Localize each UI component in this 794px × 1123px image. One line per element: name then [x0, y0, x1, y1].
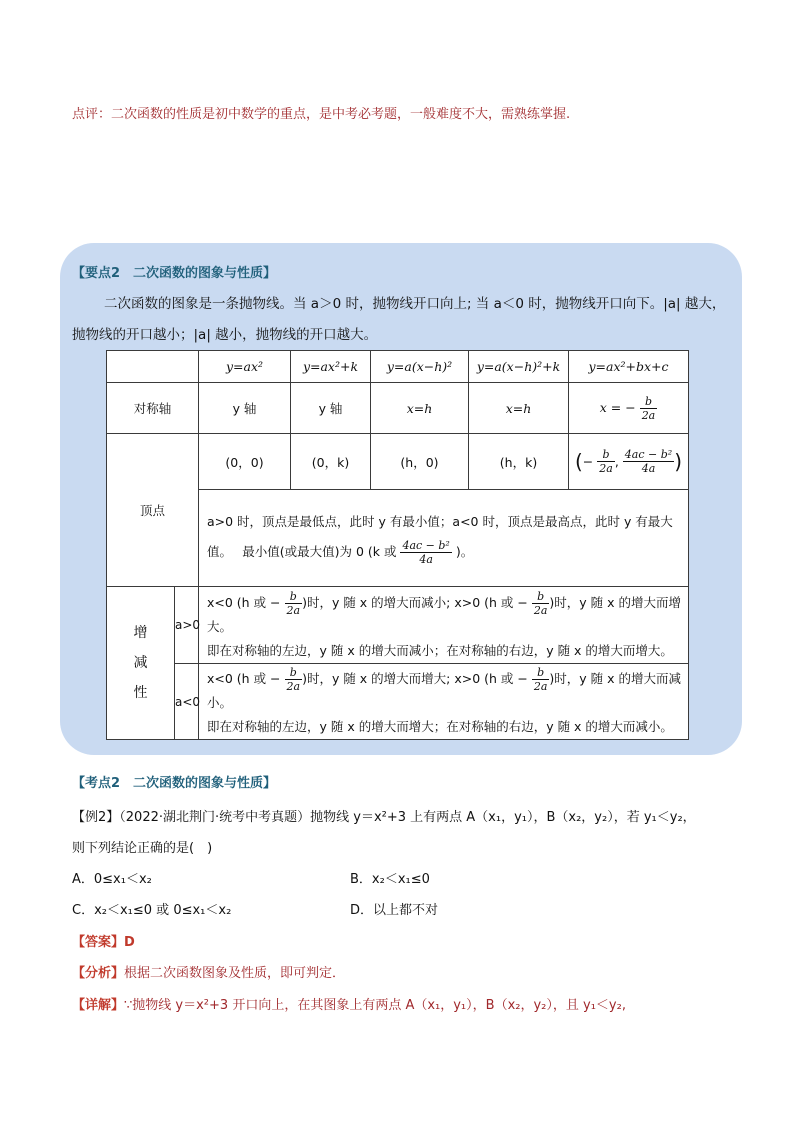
row-label: 对称轴 — [107, 383, 199, 434]
header-cell: y=ax² — [199, 351, 291, 383]
exam-point-title: 【考点2 二次函数的图象与性质】 — [72, 776, 277, 791]
vertex-note: a>0 时，顶点是最低点，此时 y 有最小值；a<0 时，顶点是最高点，此时 y 有最大 值。 最小值(或最大值)为 0 (k 或 $\frac{\text{4ac − b²}}{4a}$ )。 — [199, 490, 689, 587]
intro-line-2: 抛物线的开口越小；|a| 越小，抛物线的开口越大。 — [72, 327, 378, 343]
table-cell: x=h — [371, 383, 469, 434]
key-point-title: 【要点2 二次函数的图象与性质】 — [72, 266, 277, 281]
detail-text: ∵抛物线 y＝x²+3 开口向上，在其图象上有两点 A（x₁，y₁），B（x₂，y₂），且 y₁＜y₂, — [124, 998, 626, 1013]
table-cell: (0，0) — [199, 434, 291, 490]
example-question-line-1: 【例2】（2022·湖北荆门·统考中考真题）抛物线 y＝x²+3 上有两点 A（x₁，y₁），B（x₂，y₂），若 y₁＜y₂， — [72, 810, 696, 825]
row-label: 顶点 — [107, 434, 199, 587]
table-corner-cell — [107, 351, 199, 383]
table-cell: y 轴 — [199, 383, 291, 434]
intro-line-1: 二次函数的图象是一条抛物线。当 a＞0 时，抛物线开口向上; 当 a＜0 时，抛物线开口向下。|a| 越大， — [104, 296, 726, 312]
table-cell: (h，k) — [469, 434, 569, 490]
incdec-pos-text: x<0 (h 或 − $\frac{b}{2a}$ )时，y 随 x 的增大而减小; x>0 (h 或 − $\frac{b}{2a}$ )时，y 随 x 的增大而增大。 即在对称轴的左边，y 随 x 的增大而减小；在对称轴的右边，y 随 x 的增大而增大。 — [199, 587, 689, 664]
option-c: C．x₂＜x₁≤0 或 0≤x₁＜x₂ — [72, 903, 232, 918]
answer-tag: 【答案】 — [72, 935, 125, 950]
incdec-pos-row — [107, 587, 689, 664]
detail-tag: 【详解】 — [72, 998, 125, 1013]
detail-line — [72, 994, 626, 1013]
fraction: $\frac{\text{4ac − b²}}{4a}$ — [624, 448, 673, 475]
analysis-line — [72, 962, 345, 981]
fraction: $\frac{b}{2a}$ — [533, 589, 548, 617]
vertex-row — [107, 434, 689, 490]
incdec-neg-text: x<0 (h 或 − $\frac{b}{2a}$ )时，y 随 x 的增大而增大; x>0 (h 或 − $\frac{b}{2a}$ )时，y 随 x 的增大而减小。 即在对称轴的左边，y 随 x 的增大而增大；在对称轴的右边，y 随 x 的增大而减小。 — [199, 664, 689, 740]
fraction: $\frac{b}{2a}$ — [286, 589, 301, 617]
axis-formula-prefix: x = − — [599, 399, 636, 415]
table-cell — [569, 383, 689, 434]
incdec-label: 增 减 性 — [107, 587, 175, 740]
option-b: B．x₂＜x₁≤0 — [350, 872, 430, 887]
answer-value: D — [124, 935, 135, 950]
table-cell: y 轴 — [291, 383, 371, 434]
fraction: $\frac{b}{2a}$ — [533, 666, 548, 693]
option-a: A．0≤x₁＜x₂ — [72, 872, 152, 887]
example-question-line-2: 则下列结论正确的是( ) — [72, 841, 213, 856]
table-cell: x=h — [469, 383, 569, 434]
header-cell: y=ax²+bx+c — [569, 351, 689, 383]
table-cell: (− $\frac{b}{2a}$ , $\frac{\text{4ac − b²}}{4a}$ ) — [569, 434, 689, 490]
axis-row — [107, 383, 689, 434]
fraction: $\frac{b}{2a}$ — [641, 394, 656, 422]
table-cell: (h，0) — [371, 434, 469, 490]
option-d: D．以上都不对 — [350, 903, 439, 918]
header-cell: y=ax²+k — [291, 351, 371, 383]
properties-table — [106, 350, 689, 740]
answer-line — [72, 931, 135, 950]
fraction: $\frac{\text{4ac − b²}}{4a}$ — [402, 538, 450, 566]
header-cell: y=a(x−h)² — [371, 351, 469, 383]
header-cell: y=a(x−h)²+k — [469, 351, 569, 383]
table-cell: (0，k) — [291, 434, 371, 490]
comment-text: 点评：二次函数的性质是初中数学的重点，是中考必考题，一般难度不大，需熟练掌握. — [72, 107, 571, 122]
a-negative-label: a<0 — [175, 664, 199, 740]
a-positive-label: a>0 — [175, 587, 199, 664]
analysis-tag: 【分析】 — [72, 966, 125, 981]
fraction: $\frac{b}{2a}$ — [599, 448, 613, 475]
incdec-neg-row — [107, 664, 689, 740]
analysis-text: 根据二次函数图象及性质，即可判定． — [124, 966, 346, 981]
table-header-row — [107, 351, 689, 383]
fraction: $\frac{b}{2a}$ — [286, 666, 301, 693]
